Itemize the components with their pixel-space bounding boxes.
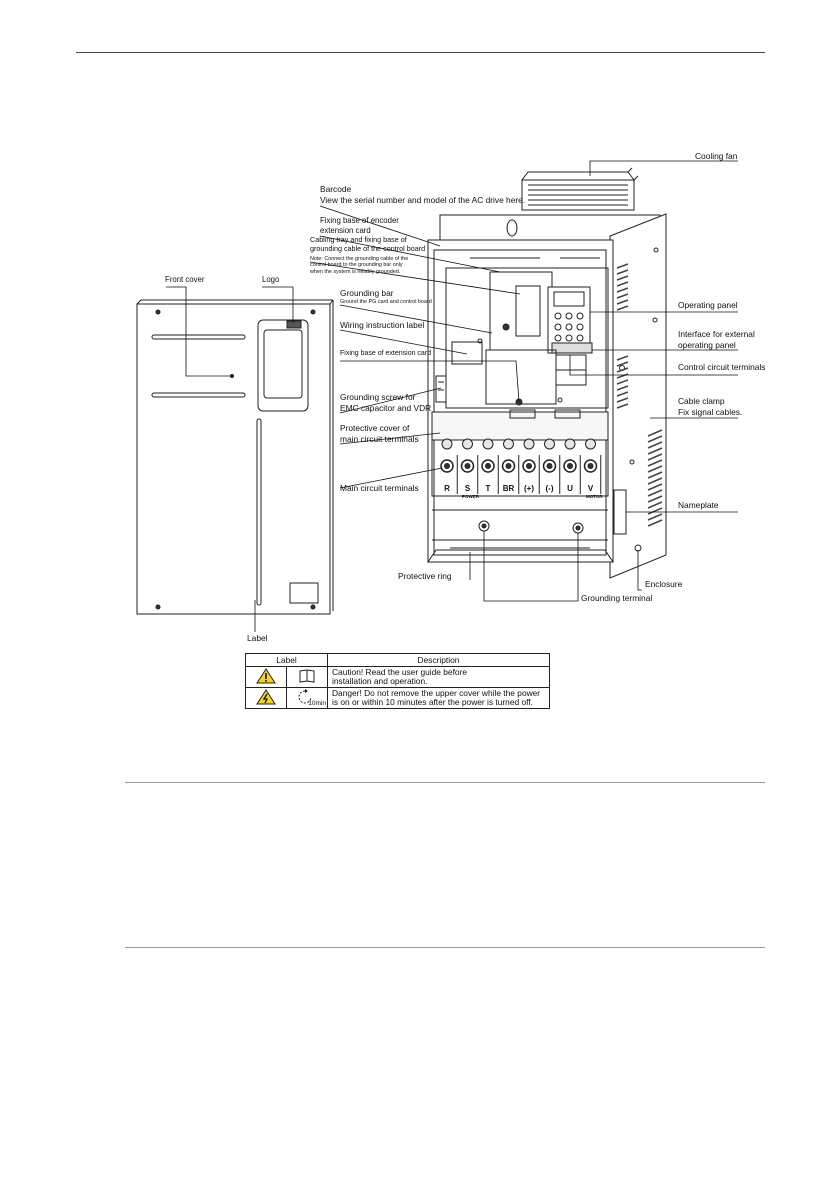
terminal-screw-center (588, 464, 593, 469)
callout-operating-panel: Operating panel (678, 300, 738, 310)
terminal-label: S (464, 484, 471, 493)
callout-encoder-base-line2: extension card (320, 225, 371, 235)
callout-nameplate: Nameplate (678, 500, 719, 510)
callout-grounding-bar (340, 288, 432, 306)
callout-grounding-bar-desc: Ground the PG card and control board (340, 298, 432, 305)
callout-cabling-note-line3: when the system is reliably grounded. (310, 268, 401, 275)
terminal-label: R (444, 484, 450, 493)
callout-ext-interface-line1: Interface for external (678, 329, 755, 339)
callout-cabling-note (310, 256, 408, 275)
timer-10min-icon (287, 688, 328, 709)
callout-barcode-title: Barcode (320, 184, 352, 194)
callout-ext-card-base: Fixing base of extension card (340, 350, 432, 357)
callout-grounding-terminal: Grounding terminal (581, 593, 653, 603)
terminal-label: T (485, 484, 491, 493)
callout-ext-interface (678, 329, 755, 350)
callout-cable-clamp-line1: Cable clamp (678, 396, 725, 406)
callout-main-terminals: Main circuit terminals (340, 483, 419, 493)
callout-protective-cover-line2: main circuit terminals (340, 433, 419, 444)
cover-screw (442, 439, 452, 449)
table-row-description (328, 688, 550, 709)
cover-screw (565, 439, 575, 449)
row1-desc-line2: installation and operation. (332, 676, 428, 686)
callout-ext-interface-line2: operating panel (678, 339, 736, 350)
terminal-label: BR (502, 484, 515, 493)
terminal-screw-center (547, 464, 552, 469)
warning-triangle-icon (246, 667, 287, 688)
section-rule-2 (125, 947, 765, 948)
table-row (246, 688, 550, 709)
callout-label: Label (247, 633, 268, 643)
callout-cable-clamp (678, 396, 742, 417)
callout-encoder-base-line1: Fixing base of encoder (320, 216, 399, 225)
front-cover (137, 300, 333, 614)
terminal-screw-center (486, 464, 491, 469)
terminal-label: (-) (545, 484, 554, 493)
electric-hazard-triangle-icon (246, 688, 287, 709)
callout-barcode (320, 184, 525, 205)
terminal-screw-center (527, 464, 532, 469)
section-rule-1 (125, 782, 765, 783)
row1-desc-line1: Caution! Read the user guide before (332, 666, 468, 677)
callout-logo: Logo (262, 275, 280, 284)
table-row-description (328, 667, 550, 688)
label-table (245, 653, 550, 709)
callout-grounding-bar-title: Grounding bar (340, 288, 394, 298)
callout-cabling-note-line2: control board to the grounding bar only (310, 262, 403, 269)
cover-screw (524, 439, 534, 449)
label-column-header: Label (246, 654, 328, 667)
terminal-screw-center (568, 464, 573, 469)
callout-front-cover: Front cover (165, 275, 205, 284)
callout-protective-cover (340, 423, 419, 444)
callout-grounding-screw-line2: EMC capacitor and VDR (340, 402, 432, 413)
terminal-screw-center (445, 464, 450, 469)
table-row (246, 667, 550, 688)
manual-book-icon (287, 667, 328, 688)
callout-encoder-base (320, 216, 399, 235)
callout-control-terminals: Control circuit terminals (678, 362, 766, 372)
callout-grounding-screw-line1: Grounding screw for (340, 392, 416, 402)
terminal-screw-center (506, 464, 511, 469)
terminal-label: U (567, 484, 573, 493)
cover-screw (483, 439, 493, 449)
callout-cable-clamp-line2: Fix signal cables. (678, 406, 743, 417)
cover-screw (586, 439, 596, 449)
callout-cabling-tray (310, 236, 425, 253)
terminal-screw-center (465, 464, 470, 469)
drive-enclosure (428, 214, 666, 578)
callout-cooling-fan: Cooling fan (695, 151, 738, 161)
terminal-tag-power: POWER (462, 494, 480, 499)
callout-wiring-label: Wiring instruction label (340, 320, 425, 330)
callout-protective-cover-line1: Protective cover of (340, 423, 410, 433)
row2-desc-line2: is on or within 10 minutes after the power is turned off. (332, 697, 533, 707)
terminal-label: V (587, 484, 594, 493)
callout-barcode-desc: View the serial number and model of the AC drive here. (320, 194, 526, 205)
callout-cabling-tray-line2: grounding cable of the control board (310, 243, 426, 253)
callout-cabling-tray-line1: Cabling tray and fixing base of (310, 235, 407, 244)
terminal-label: (+) (524, 484, 534, 493)
cooling-fan (522, 168, 638, 210)
cover-screw (504, 439, 514, 449)
callout-cabling-note-line1: Note: Connect the grounding cable of the (310, 256, 409, 262)
cover-screw (545, 439, 555, 449)
description-column-header: Description (328, 654, 550, 667)
timer-10min-text: 10min (308, 700, 326, 707)
label-table-header (246, 654, 550, 667)
row2-desc-line1: Danger! Do not remove the upper cover while the power (332, 687, 541, 698)
cover-screw (463, 439, 473, 449)
terminal-tag-motor: MOTOR (586, 494, 603, 499)
callout-grounding-screw (340, 392, 431, 413)
callout-enclosure: Enclosure (645, 579, 683, 589)
callout-protective-ring: Protective ring (398, 571, 452, 581)
